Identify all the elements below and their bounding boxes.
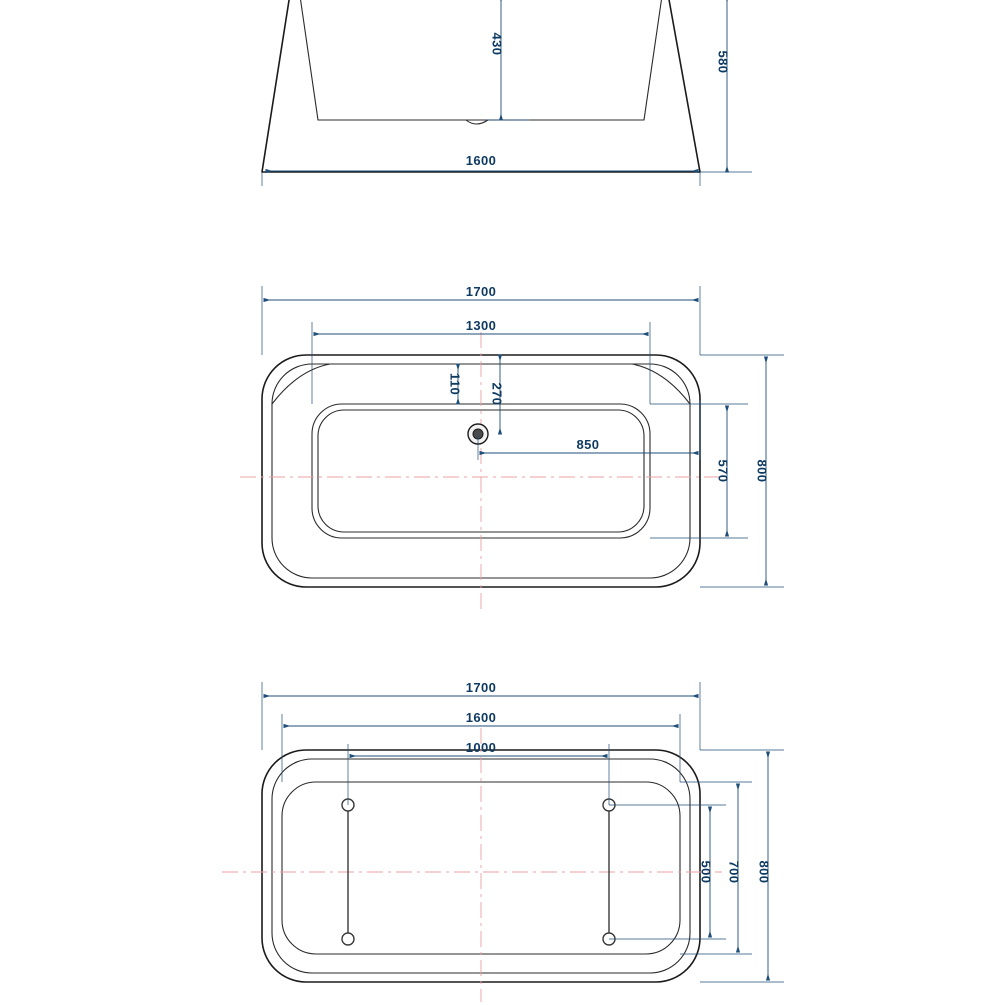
top-dim-1300-text: 1300 <box>465 318 497 333</box>
top-dim-110-text: 110 <box>447 372 463 396</box>
bottom-dim-1000-text: 1000 <box>465 740 497 755</box>
top-corner-blend-left <box>272 364 330 404</box>
top-dim-270-text: 270 <box>489 382 505 406</box>
front-dim-430-text: 430 <box>489 32 505 56</box>
top-dim-1700-text: 1700 <box>465 284 497 299</box>
top-dim-850-text: 850 <box>576 437 600 452</box>
front-drain-detail <box>466 120 488 124</box>
bottom-dim-1700-text: 1700 <box>465 680 497 695</box>
front-dim-580-text: 580 <box>715 50 731 74</box>
top-dim-570-text: 570 <box>715 459 731 483</box>
bottom-dim-1600-text: 1600 <box>465 710 497 725</box>
bottom-dim-800-text: 800 <box>756 860 772 884</box>
top-corner-blend-right <box>632 364 690 404</box>
top-plan-view <box>240 284 784 610</box>
top-dim-800-text: 800 <box>754 459 770 483</box>
front-inner-wall <box>300 0 662 120</box>
front-dim-1600-text: 1600 <box>465 153 497 168</box>
bottom-plan-view <box>222 680 784 1002</box>
bottom-dim-500-text: 500 <box>698 860 714 884</box>
front-elevation-view <box>262 0 752 186</box>
front-tub-outline <box>262 0 700 172</box>
bottom-dim-700-text: 700 <box>726 860 742 884</box>
